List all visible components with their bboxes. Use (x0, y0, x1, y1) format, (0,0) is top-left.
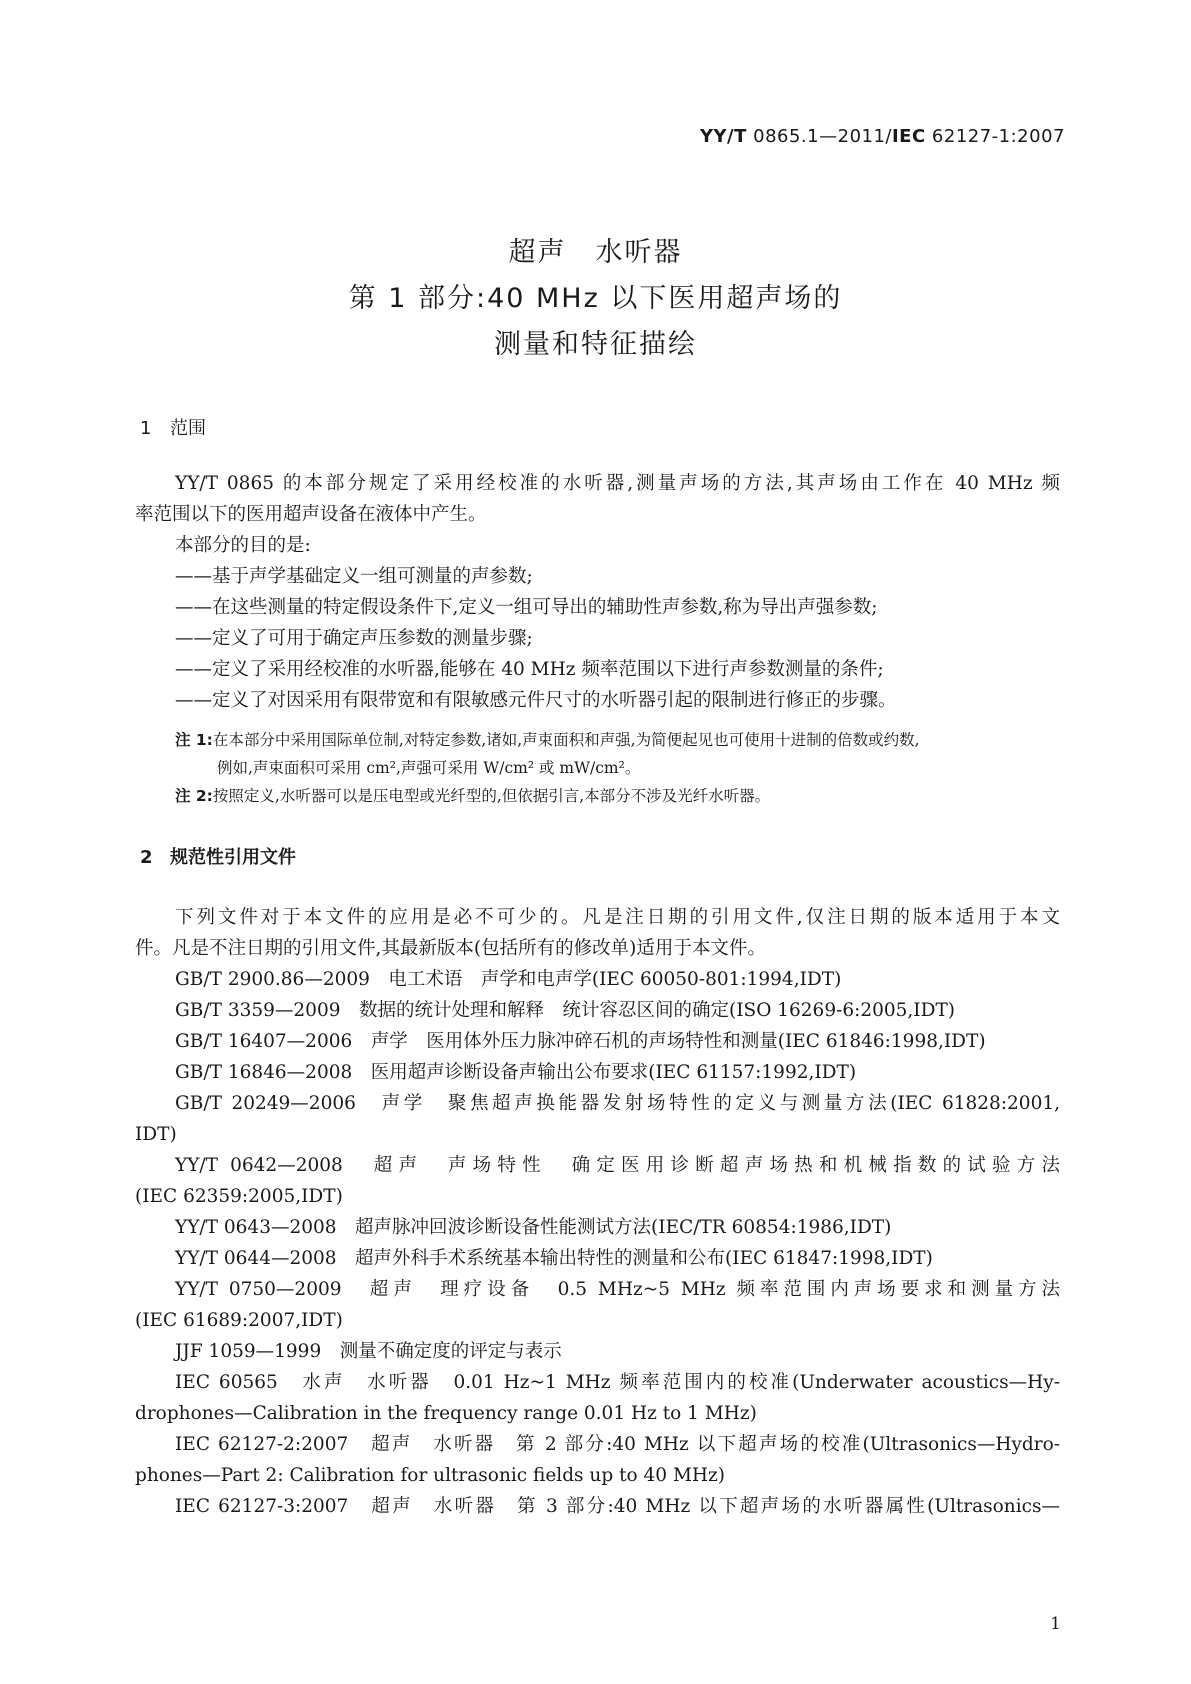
reference-item-line-2: (IEC 61689:2007,IDT) (135, 1310, 343, 1331)
note-1-line-1 (135, 726, 1060, 754)
purpose-item: ——定义了采用经校准的水听器,能够在 40 MHz 频率范围以下进行声参数测量的条件; (175, 659, 884, 680)
reference-item: YY/T 0644—2008 超声外科手术系统基本输出特性的测量和公布(IEC 61847:1998,IDT) (175, 1248, 933, 1269)
scope-paragraph-line-1: YY/T 0865 的本部分规定了采用经校准的水听器,测量声场的方法,其声场由工作在 40 MHz 频 (175, 473, 1060, 494)
page-number: 1 (1050, 1614, 1061, 1634)
reference-item: JJF 1059—1999 测量不确定度的评定与表示 (175, 1341, 562, 1362)
note-1-text: 在本部分中采用国际单位制,对特定参数,诸如,声束面积和声强,为简便起见也可使用十进制的倍数或约数, (212, 731, 920, 749)
section-1-title: 范围 (170, 418, 206, 439)
header-code-number: 0865.1—2011/ (746, 126, 892, 147)
section-2-body (135, 902, 1060, 1522)
reference-item-line-1: GB/T 20249—2006 声学 聚焦超声换能器发射场特性的定义与测量方法(IEC 61828:2001, (175, 1093, 1060, 1114)
standard-code-header (700, 126, 1065, 147)
reference-item-line-2: (IEC 62359:2005,IDT) (135, 1186, 343, 1207)
normative-intro-line-2: 件。凡是不注日期的引用文件,其最新版本(包括所有的修改单)适用于本文件。 (135, 938, 766, 959)
reference-item: GB/T 2900.86—2009 电工术语 声学和电声学(IEC 60050-801:1994,IDT) (175, 969, 842, 990)
reference-item-line-1: YY/T 0642—2008 超声 声场特性 确定医用诊断超声场热和机械指数的试验方法 (175, 1155, 1060, 1176)
note-2-label: 注 2: (175, 787, 213, 805)
section-1-notes (135, 726, 1060, 810)
section-2-title: 规范性引用文件 (170, 847, 296, 868)
reference-item: YY/T 0643—2008 超声脉冲回波诊断设备性能测试方法(IEC/TR 60854:1986,IDT) (175, 1217, 892, 1238)
section-2-heading (140, 843, 296, 869)
section-1-number: 1 (140, 418, 152, 439)
note-1-line-2: 例如,声束面积可采用 cm²,声强可采用 W/cm² 或 mW/cm²。 (217, 759, 641, 777)
document-title-line-2: 第 1 部分:40 MHz 以下医用超声场的 (348, 283, 843, 314)
note-2-text: 按照定义,水听器可以是压电型或光纤型的,但依据引言,本部分不涉及光纤水听器。 (212, 787, 771, 805)
purpose-item: ——基于声学基础定义一组可测量的声参数; (175, 566, 533, 587)
header-iec-prefix: IEC (891, 126, 926, 147)
header-iec-number: 62127-1:2007 (925, 126, 1065, 147)
reference-item: GB/T 16846—2008 医用超声诊断设备声输出公布要求(IEC 61157:1992,IDT) (175, 1062, 857, 1083)
reference-item-line-2: phones—Part 2: Calibration for ultrasonic fields up to 40 MHz) (135, 1465, 725, 1486)
reference-item-line-1: IEC 62127-2:2007 超声 水听器 第 2 部分:40 MHz 以下超声场的校准(Ultrasonics—Hydro- (175, 1434, 1060, 1455)
document-title-line-3: 测量和特征描绘 (494, 329, 697, 360)
reference-item-line-1: IEC 60565 水声 水听器 0.01 Hz~1 MHz 频率范围内的校准(Underwater acoustics—Hy- (175, 1372, 1060, 1393)
document-title-line-1: 超声 水听器 (508, 237, 683, 268)
section-1-body (135, 468, 1060, 716)
normative-intro-line-1: 下列文件对于本文件的应用是必不可少的。凡是注日期的引用文件,仅注日期的版本适用于本文 (175, 907, 1060, 928)
scope-paragraph-line-2: 率范围以下的医用超声设备在液体中产生。 (135, 504, 487, 525)
reference-item-line-1: YY/T 0750—2009 超声 理疗设备 0.5 MHz~5 MHz 频率范围内声场要求和测量方法 (175, 1279, 1060, 1300)
purpose-item: ——在这些测量的特定假设条件下,定义一组可导出的辅助性声参数,称为导出声强参数; (175, 597, 878, 618)
reference-item-line-1: IEC 62127-3:2007 超声 水听器 第 3 部分:40 MHz 以下超声场的水听器属性(Ultrasonics— (175, 1496, 1060, 1517)
purpose-intro: 本部分的目的是: (175, 535, 311, 556)
section-1-heading (140, 414, 206, 440)
note-2 (135, 782, 1060, 810)
reference-item: GB/T 16407—2006 声学 医用体外压力脉冲碎石机的声场特性和测量(IEC 61846:1998,IDT) (175, 1031, 986, 1052)
reference-item: GB/T 3359—2009 数据的统计处理和解释 统计容忍区间的确定(ISO 16269-6:2005,IDT) (175, 1000, 956, 1021)
header-code-prefix: YY/T (699, 126, 747, 147)
reference-item-line-2: IDT) (135, 1124, 177, 1145)
purpose-item: ——定义了对因采用有限带宽和有限敏感元件尺寸的水听器引起的限制进行修正的步骤。 (175, 690, 897, 711)
purpose-item: ——定义了可用于确定声压参数的测量步骤; (175, 628, 533, 649)
section-2-number: 2 (140, 847, 153, 868)
reference-item-line-2: drophones—Calibration in the frequency range 0.01 Hz to 1 MHz) (135, 1403, 757, 1424)
note-1-label: 注 1: (175, 731, 213, 749)
